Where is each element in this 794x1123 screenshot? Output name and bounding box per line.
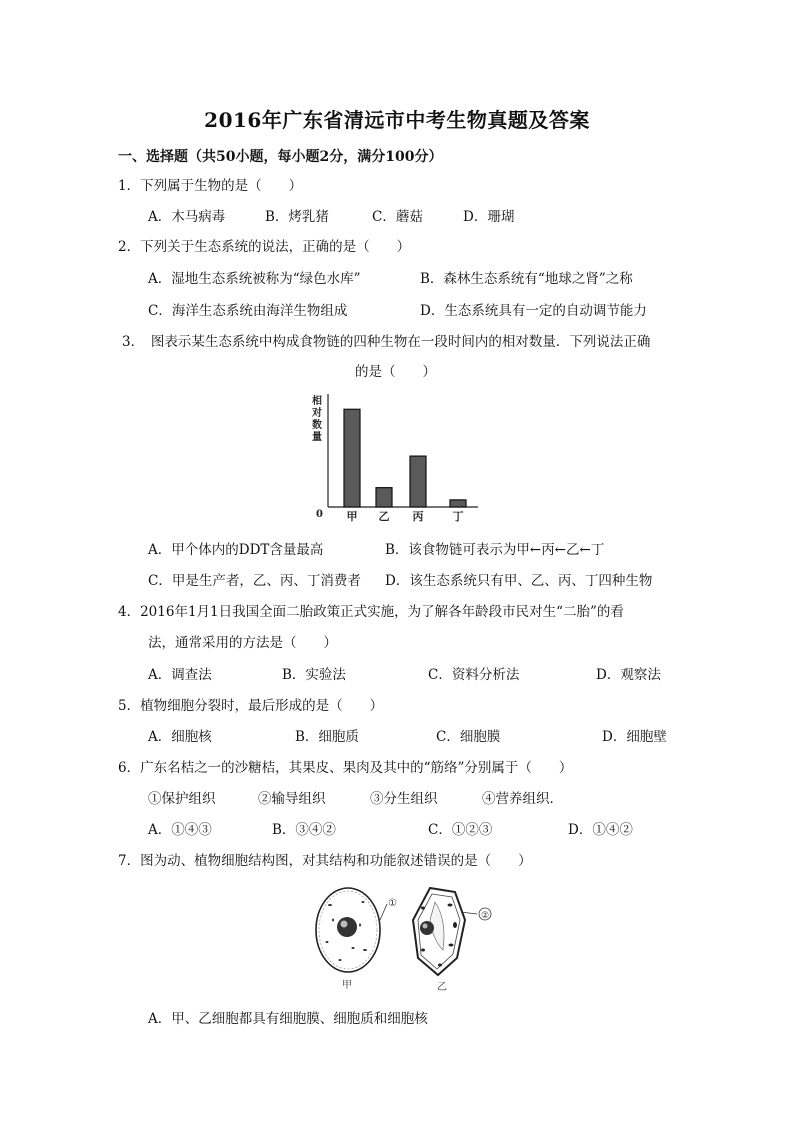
y-axis-label-char: 量 [312,432,322,443]
q2-option-a: A．湿地生态系统被称为“绿色水库” [148,271,361,287]
bar-甲 [344,409,360,507]
animal-cell [316,888,397,991]
q6-option-c: C．①②③ [428,822,493,838]
section-header: 一、选择题（共50小题，每小题2分，满分100分） [118,149,443,165]
q6-option-d: D．①④② [568,822,633,838]
q2-option-d: D．生态系统具有一定的自动调节能力 [420,303,647,319]
marker-2: ② [481,911,490,921]
q3-option-b: B．该食物链可表示为甲←丙←乙←丁 [385,542,605,558]
bar-乙 [376,488,392,507]
q4-option-d: D．观察法 [596,667,661,683]
q2-option-b: B．森林生态系统有“地球之肾”之称 [420,271,633,287]
tick-label-甲: 甲 [346,510,358,523]
q6-item-4: ④营养组织． [482,791,563,807]
y-axis-label-char: 数 [312,420,322,431]
marker-1: ① [388,898,397,909]
tick-label-丙: 丙 [412,510,424,523]
plant-cell [413,888,491,993]
q2-option-c: C．海洋生态系统由海洋生物组成 [148,303,348,319]
label-yi: 乙 [437,982,447,993]
question-3-stem-cont: 的是（ ） [355,364,436,380]
q7-option-a: A．甲、乙细胞都具有细胞膜、细胞质和细胞核 [148,1011,428,1027]
q3-option-d: D．该生态系统只有甲、乙、丙、丁四种生物 [385,573,653,589]
question-4-stem-cont: 法，通常采用的方法是（ ） [148,635,337,651]
q5-option-d: D．细胞壁 [602,729,667,745]
origin-label: 0 [316,509,323,520]
q1-option-d: D．珊瑚 [463,209,515,225]
q1-option-b: B．烤乳猪 [265,209,329,225]
q6-item-1: ①保护组织 [148,791,216,807]
q4-option-b: B．实验法 [282,667,346,683]
question-4-stem: 4．2016年1月1日我国全面二胎政策正式实施，为了解各年龄段市民对生“二胎”的看 [118,604,624,620]
bar-丙 [410,456,426,507]
y-axis-label-char: 相 [312,396,322,407]
q6-option-a: A．①④③ [148,822,212,838]
q6-item-2: ②输导组织 [258,791,326,807]
q3-option-a: A．甲个体内的DDT含量最高 [148,542,324,558]
tick-label-乙: 乙 [378,510,390,523]
q4-option-a: A．调查法 [148,667,212,683]
q1-option-c: C．蘑菇 [372,209,423,225]
q5-option-b: B．细胞质 [295,729,359,745]
page-title: 2016年广东省清远市中考生物真题及答案 [204,108,590,132]
y-axis-label-char: 对 [312,408,322,419]
q4-option-c: C．资料分析法 [428,667,520,683]
tick-label-丁: 丁 [452,510,464,523]
cell-structure-figure [305,880,505,995]
q5-option-a: A．细胞核 [148,729,212,745]
label-jia: 甲 [342,980,352,991]
question-5-stem: 5．植物细胞分裂时，最后形成的是（ ） [118,698,384,714]
q6-option-b: B．③④② [272,822,336,838]
q3-option-c: C．甲是生产者，乙、丙、丁消费者 [148,573,361,589]
question-7-stem: 7．图为动、植物细胞结构图，对其结构和功能叙述错误的是（ ） [118,853,532,869]
q1-option-a: A．木马病毒 [148,209,226,225]
bar-丁 [450,500,466,507]
q6-item-3: ③分生组织 [370,791,438,807]
question-6-stem: 6．广东名桔之一的沙糖桔，其果皮、果肉及其中的“筋络”分别属于（ ） [118,760,573,776]
q5-option-c: C．细胞膜 [436,729,501,745]
question-3-stem: 3． 图表示某生态系统中构成食物链的四种生物在一段时间内的相对数量．下列说法正确 [122,334,651,350]
question-1-stem: 1．下列属于生物的是（ ） [118,178,303,194]
question-2-stem: 2．下列关于生态系统的说法，正确的是（ ） [118,239,411,255]
food-chain-bar-chart [310,392,490,532]
